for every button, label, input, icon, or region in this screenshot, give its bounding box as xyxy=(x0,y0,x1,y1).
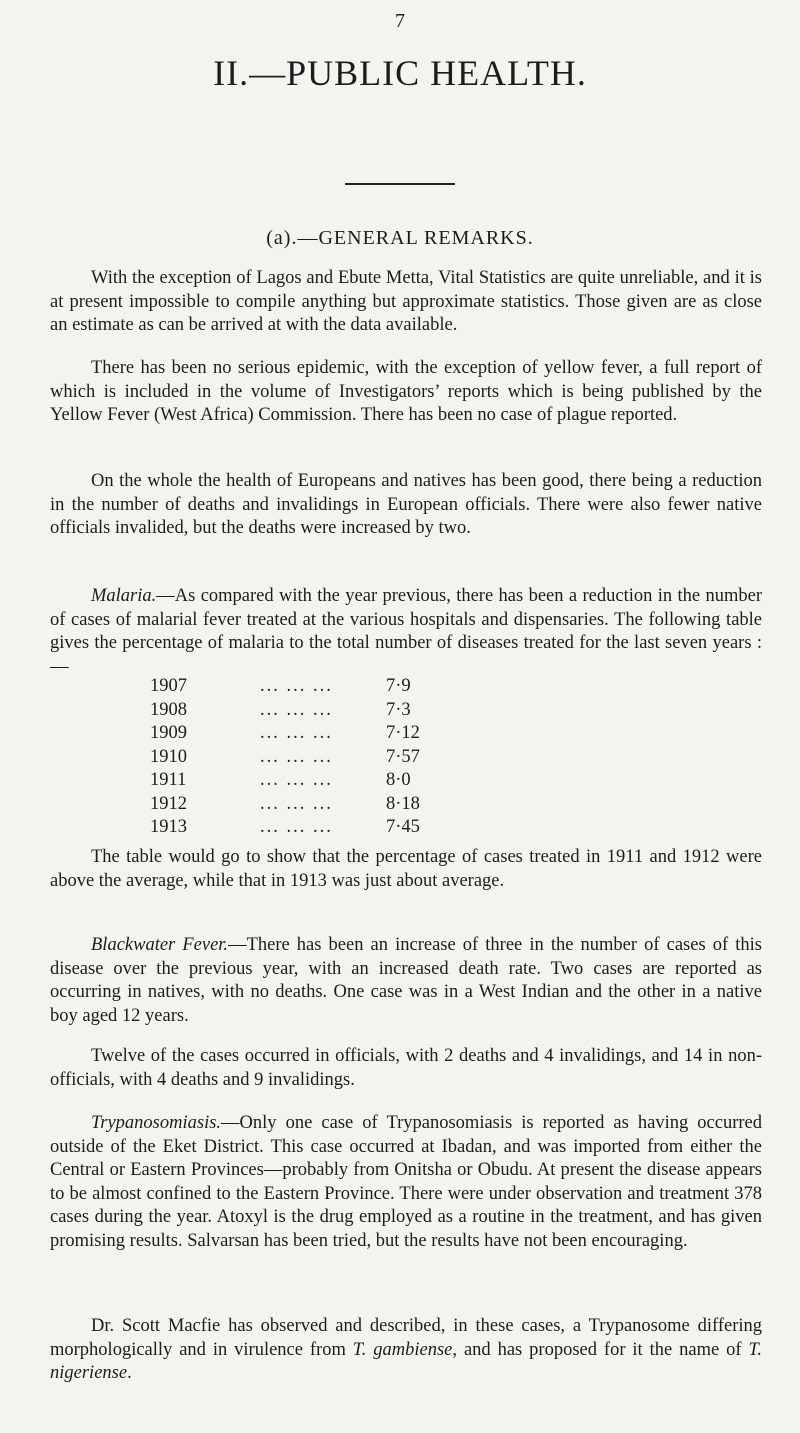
table-year: 1908 xyxy=(150,699,187,720)
table-year: 1912 xyxy=(150,793,187,814)
table-row xyxy=(150,722,550,746)
trypanosomiasis-text: —Only one case of Trypanosomiasis is reported as having occurred outside of the Eket District. This case occurred at Ibadan, and was imported from either the Central or Eastern Provinces—probably from Onitsha or Obudu. At present the disease appears to be almost confined to the Eastern Province. There were under observation and treatment 378 cases during the year. Atoxyl is the drug employed as a routine in the treatment, and has given promising results. Salvarsan has been tried, but the results have not been encouraging. xyxy=(50,1113,762,1251)
page-number: 7 xyxy=(395,10,405,32)
paragraph-epidemics: There has been no serious epidemic, with the exception of yellow fever, a full report of which is included in the volume of Investigators’ reports which is being published by the Yellow Fever (West Africa) Commission. There has been no case of plague reported. xyxy=(50,358,762,425)
blackwater-label: Blackwater Fever. xyxy=(91,935,229,955)
paragraph-malaria xyxy=(50,585,762,679)
table-row xyxy=(150,793,550,817)
table-row xyxy=(150,816,550,840)
table-leader: ... ... ... xyxy=(260,817,333,837)
title-divider xyxy=(345,183,455,185)
table-year: 1910 xyxy=(150,746,187,767)
macfie-text-a: Dr. Scott Macfie has observed and described, in these cases, a Trypanosome differing morphologically and in virulence from xyxy=(50,1316,762,1360)
trypanosomiasis-label: Trypanosomiasis. xyxy=(91,1113,222,1133)
table-row xyxy=(150,746,550,770)
macfie-text-c: , and has proposed for it the name of xyxy=(452,1339,749,1360)
table-row xyxy=(150,699,550,723)
table-year: 1907 xyxy=(150,676,187,696)
species-nigeriense: T. nigeriense xyxy=(50,1339,762,1383)
malaria-percentage-table xyxy=(150,675,550,840)
table-value: 7·45 xyxy=(386,817,420,837)
table-leader: ... ... ... xyxy=(260,770,333,790)
paragraph-trypanosomiasis xyxy=(50,1112,762,1253)
section-subheading: (a).—GENERAL REMARKS. xyxy=(266,227,534,249)
table-row xyxy=(150,675,550,699)
blackwater-text: —There has been an increase of three in the number of cases of this disease over the previous year, with an increased death rate. Two cases are reported as occurring in natives, with no deaths. One case was in a West Indian and the other in a native boy aged 12 years. xyxy=(50,935,762,1026)
malaria-text: —As compared with the year previous, there has been a reduction in the number of cases of malarial fever treated at the various hospitals and dispensaries. The following table gives the percentage of malaria to the total number of diseases treated for the last seven years :— xyxy=(50,586,762,677)
paragraph-vital-statistics: With the exception of Lagos and Ebute Metta, Vital Statistics are quite unreliable, and it is at present impossible to compile anything but approximate statistics. Those given are as close an estimate as can be arrived at with the data available. xyxy=(50,268,762,335)
table-value: 8·18 xyxy=(386,793,420,814)
table-year: 1911 xyxy=(150,770,187,790)
paragraph-general-health: On the whole the health of Europeans and natives has been good, there being a reduction in the number of deaths and invalidings in European officials. There were also fewer native officials invalided, but the deaths were increased by two. xyxy=(50,471,762,538)
table-year: 1913 xyxy=(150,817,187,837)
macfie-text-e: . xyxy=(127,1363,132,1383)
species-gambiense: T. gambiense xyxy=(352,1339,453,1360)
table-leader: ... ... ... xyxy=(260,723,333,743)
malaria-label: Malaria. xyxy=(91,586,157,606)
table-leader: ... ... ... xyxy=(260,793,333,814)
table-value: 7·12 xyxy=(386,723,420,743)
table-year: 1909 xyxy=(150,723,187,743)
table-leader: ... ... ... xyxy=(260,676,333,696)
paragraph-macfie xyxy=(50,1315,762,1386)
table-value: 7·9 xyxy=(386,676,411,696)
table-value: 7·3 xyxy=(386,699,411,720)
table-leader: ... ... ... xyxy=(260,746,333,767)
paragraph-table-summary: The table would go to show that the percentage of cases treated in 1911 and 1912 were above the average, while that in 1913 was just about average. xyxy=(50,847,762,891)
table-value: 8·0 xyxy=(386,770,411,790)
paragraph-blackwater-officials: Twelve of the cases occurred in officials, with 2 deaths and 4 invalidings, and 14 in non-officials, with 4 deaths and 9 invalidings. xyxy=(50,1046,762,1090)
section-title: II.—PUBLIC HEALTH. xyxy=(213,53,587,93)
table-value: 7·57 xyxy=(386,746,420,767)
table-leader: ... ... ... xyxy=(260,699,333,720)
paragraph-blackwater xyxy=(50,934,762,1028)
table-row xyxy=(150,769,550,793)
